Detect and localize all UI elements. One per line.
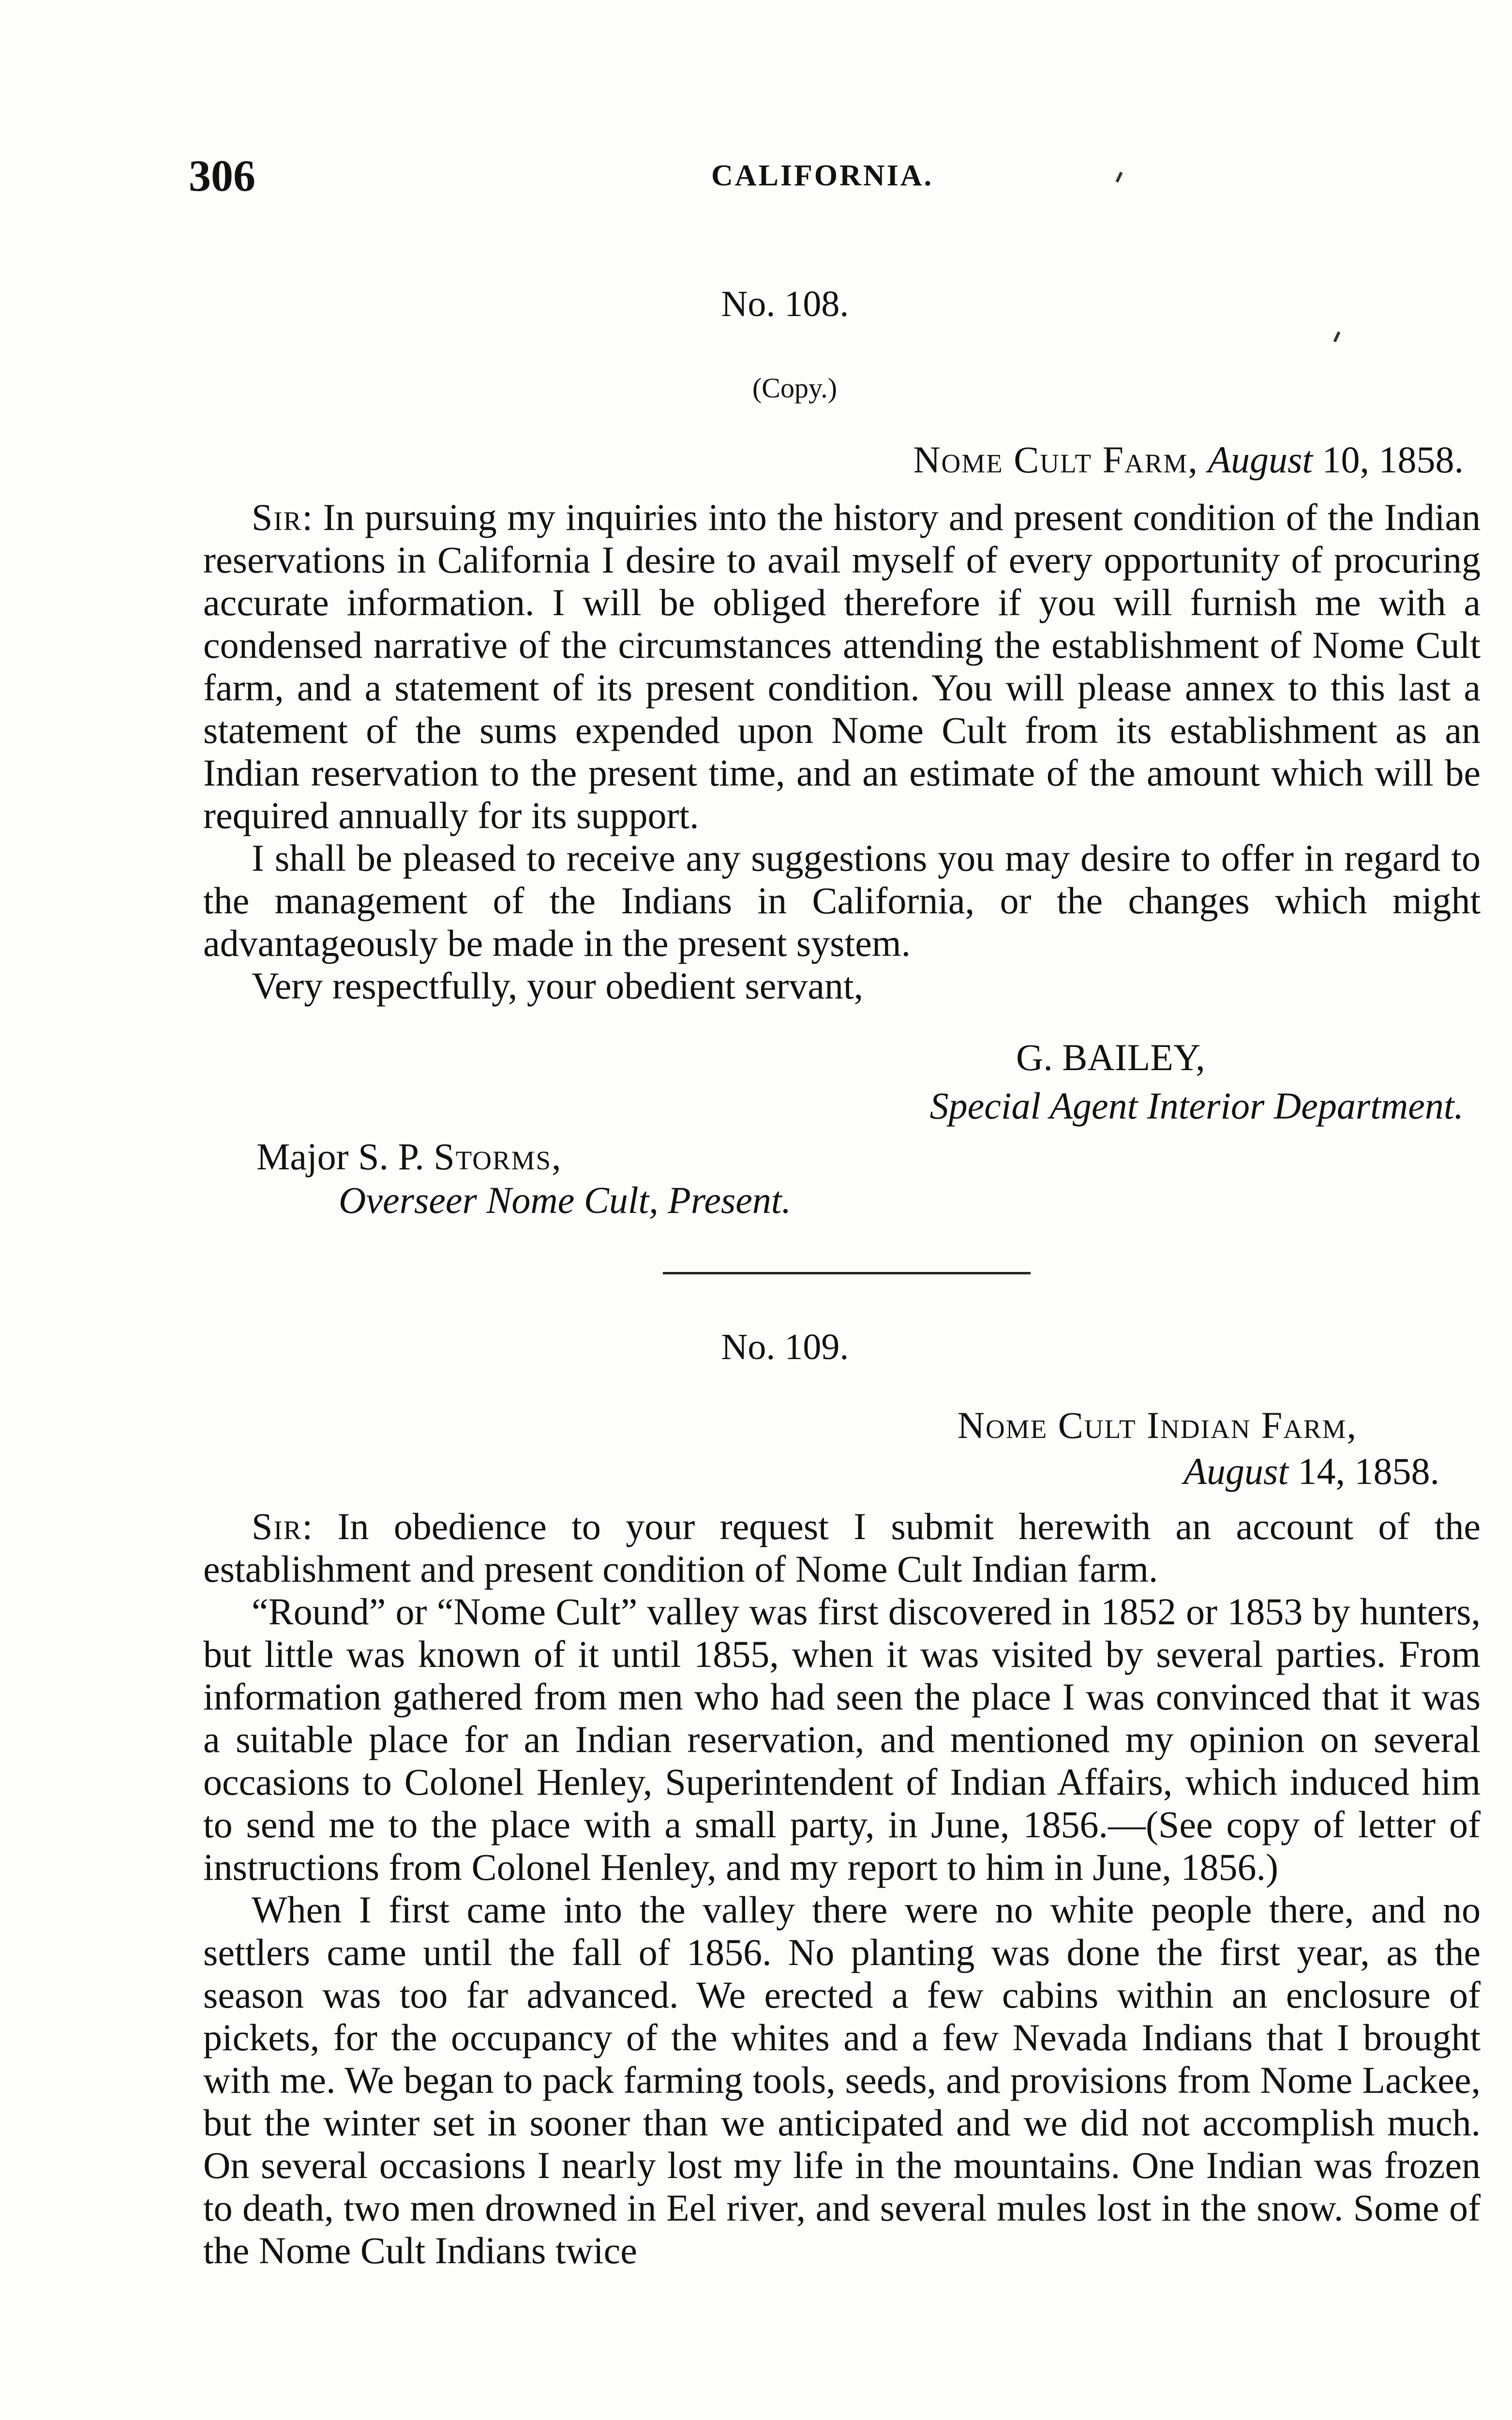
addressee-surname: Storms, (434, 1135, 562, 1178)
dateline-place: Nome Cult Farm, (913, 439, 1198, 481)
signer-name: G. BAILEY, (1016, 1036, 1205, 1078)
salutation: Sir (252, 1505, 302, 1547)
dateline-month: August (1183, 1450, 1288, 1492)
signer-title: Special Agent Interior Department. (929, 1085, 1464, 1127)
addressee-title: Overseer Nome Cult, Present. (339, 1179, 792, 1221)
paragraph: “Round” or “Nome Cult” valley was first discovered in 1852 or 1853 by hunters, but little was known of it until 1855, when it was visited by several parties. From information gathered from men who had seen the place I was convinced that it was a suitable place for an Indian reservation, and mentioned my opinion on several occasions to Colonel Henley, Superintendent of Indian Affairs, which induced him to send me to the place with a small party, in June, 1856.—(See copy of letter of instructions from Colonel Henley, and my report to him in June, 1856.) (203, 1590, 1481, 1888)
running-head (189, 150, 1471, 203)
closing: Very respectfully, your obedient servant, (252, 965, 864, 1007)
section-title: CALIFORNIA. (711, 159, 934, 192)
dateline-day-year: 10, 1858. (1322, 439, 1464, 481)
doc-109-dateline-date (1183, 1450, 1439, 1493)
salutation: Sir (252, 496, 302, 538)
paragraph: I shall be pleased to receive any suggestions you may desire to offer in regard to the management of the Indians in California, or the changes which might advantageously be made in the present system. (203, 837, 1481, 964)
page-number: 306 (189, 151, 255, 200)
doc-108-dateline (913, 438, 1464, 482)
doc-109-number: No. 109. (721, 1327, 849, 1367)
dateline-place: Nome Cult Indian Farm, (957, 1404, 1357, 1446)
doc-108-body (203, 496, 1481, 1007)
paragraph (203, 496, 1481, 837)
addressee-prefix: Major S. P. (256, 1135, 424, 1178)
copy-note: (Copy.) (752, 372, 838, 404)
doc-109-dateline-place (958, 1404, 1357, 1447)
addressee-name (256, 1135, 562, 1179)
dateline-month: August (1208, 439, 1313, 481)
paragraph-text: : In obedience to your request I submit herewith an account of the establishment and present condition of Nome Cult Indian farm. (203, 1505, 1481, 1590)
section-divider (663, 1272, 1031, 1274)
paragraph (203, 1505, 1481, 1590)
paragraph-text: : In pursuing my inquiries into the history and present condition of the Indian reservations in California I desire to avail myself of every opportunity of procuring accurate information. I will be obliged therefore if you will furnish me with a condensed narrative of the circumstances attending the establishment of Nome Cult farm, and a statement of its present condition. You will please annex to this last a statement of the sums expended upon Nome Cult from its establishment as an Indian reservation to the present time, and an estimate of the amount which will be required annually for its support. (203, 496, 1481, 836)
paragraph: When I first came into the valley there were no white people there, and no settlers came until the fall of 1856. No planting was done the first year, as the season was too far advanced. We erected a few cabins within an enclosure of pickets, for the occupancy of the whites and a few Nevada Indians that I brought with me. We began to pack farming tools, seeds, and provisions from Nome Lackee, but the winter set in sooner than we anticipated and we did not accomplish much. On several occasions I nearly lost my life in the mountains. One Indian was frozen to death, two men drowned in Eel river, and several mules lost in the snow. Some of the Nome Cult Indians twice (203, 1889, 1481, 2271)
doc-108-number: No. 108. (721, 284, 849, 324)
stray-mark (1333, 332, 1341, 342)
doc-109-body (203, 1505, 1481, 2272)
dateline-day-year: 14, 1858. (1298, 1450, 1439, 1492)
